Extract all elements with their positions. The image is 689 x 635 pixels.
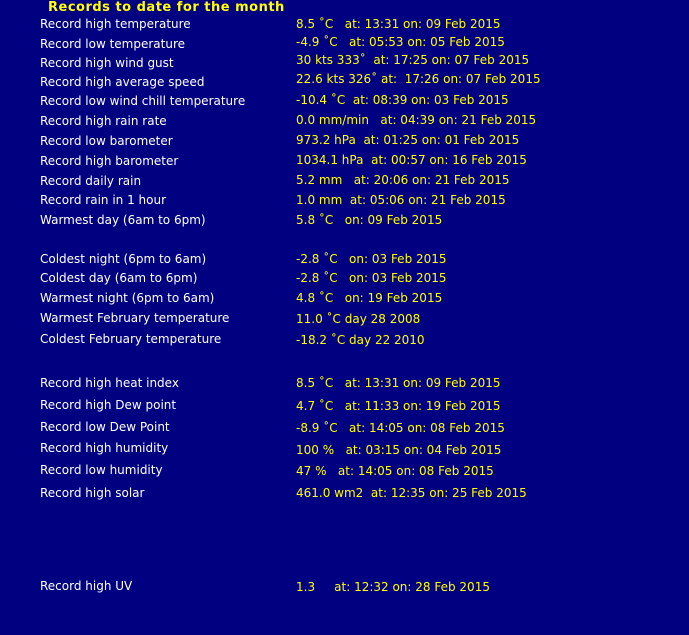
page-title: Records to date for the month [48, 0, 285, 15]
record-label: Coldest February temperature [40, 332, 222, 346]
record-value: 100 % at: 03:15 on: 04 Feb 2015 [296, 443, 502, 457]
record-label: Record high temperature [40, 17, 191, 31]
record-label: Record low wind chill temperature [40, 94, 246, 108]
record-value: 4.7 ˚C at: 11:33 on: 19 Feb 2015 [296, 399, 501, 413]
record-label: Record low barometer [40, 134, 173, 148]
record-label: Record low Dew Point [40, 420, 170, 434]
record-label: Record high heat index [40, 376, 179, 390]
record-value: 47 % at: 14:05 on: 08 Feb 2015 [296, 464, 494, 478]
record-value: 973.2 hPa at: 01:25 on: 01 Feb 2015 [296, 133, 520, 147]
record-value: -18.2 ˚C day 22 2010 [296, 333, 425, 347]
record-value: 5.8 ˚C on: 09 Feb 2015 [296, 213, 443, 227]
record-label: Coldest day (6am to 6pm) [40, 271, 198, 285]
record-label: Record high average speed [40, 75, 205, 89]
record-label: Record high barometer [40, 154, 179, 168]
record-value: 1034.1 hPa at: 00:57 on: 16 Feb 2015 [296, 153, 527, 167]
record-label: Warmest February temperature [40, 311, 230, 325]
record-value: 0.0 mm/min at: 04:39 on: 21 Feb 2015 [296, 113, 537, 127]
record-value: 1.3 at: 12:32 on: 28 Feb 2015 [296, 580, 490, 594]
record-value: 8.5 ˚C at: 13:31 on: 09 Feb 2015 [296, 17, 501, 31]
record-value: 30 kts 333˚ at: 17:25 on: 07 Feb 2015 [296, 53, 530, 67]
record-value: 1.0 mm at: 05:06 on: 21 Feb 2015 [296, 193, 506, 207]
record-label: Warmest night (6pm to 6am) [40, 291, 215, 305]
record-value: 22.6 kts 326˚ at: 17:26 on: 07 Feb 2015 [296, 72, 541, 86]
record-value: 11.0 ˚C day 28 2008 [296, 312, 421, 326]
record-value: -10.4 ˚C at: 08:39 on: 03 Feb 2015 [296, 93, 509, 107]
record-value: 8.5 ˚C at: 13:31 on: 09 Feb 2015 [296, 376, 501, 390]
record-value: -4.9 ˚C at: 05:53 on: 05 Feb 2015 [296, 35, 505, 49]
record-label: Warmest day (6am to 6pm) [40, 213, 206, 227]
record-label: Record high Dew point [40, 398, 177, 412]
record-label: Record low humidity [40, 463, 163, 477]
record-value: -2.8 ˚C on: 03 Feb 2015 [296, 252, 447, 266]
record-label: Record high solar [40, 486, 145, 500]
record-value: -2.8 ˚C on: 03 Feb 2015 [296, 271, 447, 285]
record-value: 461.0 wm2 at: 12:35 on: 25 Feb 2015 [296, 486, 527, 500]
record-label: Record high rain rate [40, 114, 167, 128]
record-value: 4.8 ˚C on: 19 Feb 2015 [296, 291, 443, 305]
record-label: Coldest night (6pm to 6am) [40, 252, 207, 266]
record-label: Record rain in 1 hour [40, 193, 167, 207]
record-label: Record high UV [40, 579, 133, 593]
record-label: Record high wind gust [40, 56, 174, 70]
record-label: Record low temperature [40, 37, 186, 51]
record-label: Record daily rain [40, 174, 142, 188]
record-label: Record high humidity [40, 441, 169, 455]
record-value: -8.9 ˚C at: 14:05 on: 08 Feb 2015 [296, 421, 505, 435]
record-value: 5.2 mm at: 20:06 on: 21 Feb 2015 [296, 173, 510, 187]
